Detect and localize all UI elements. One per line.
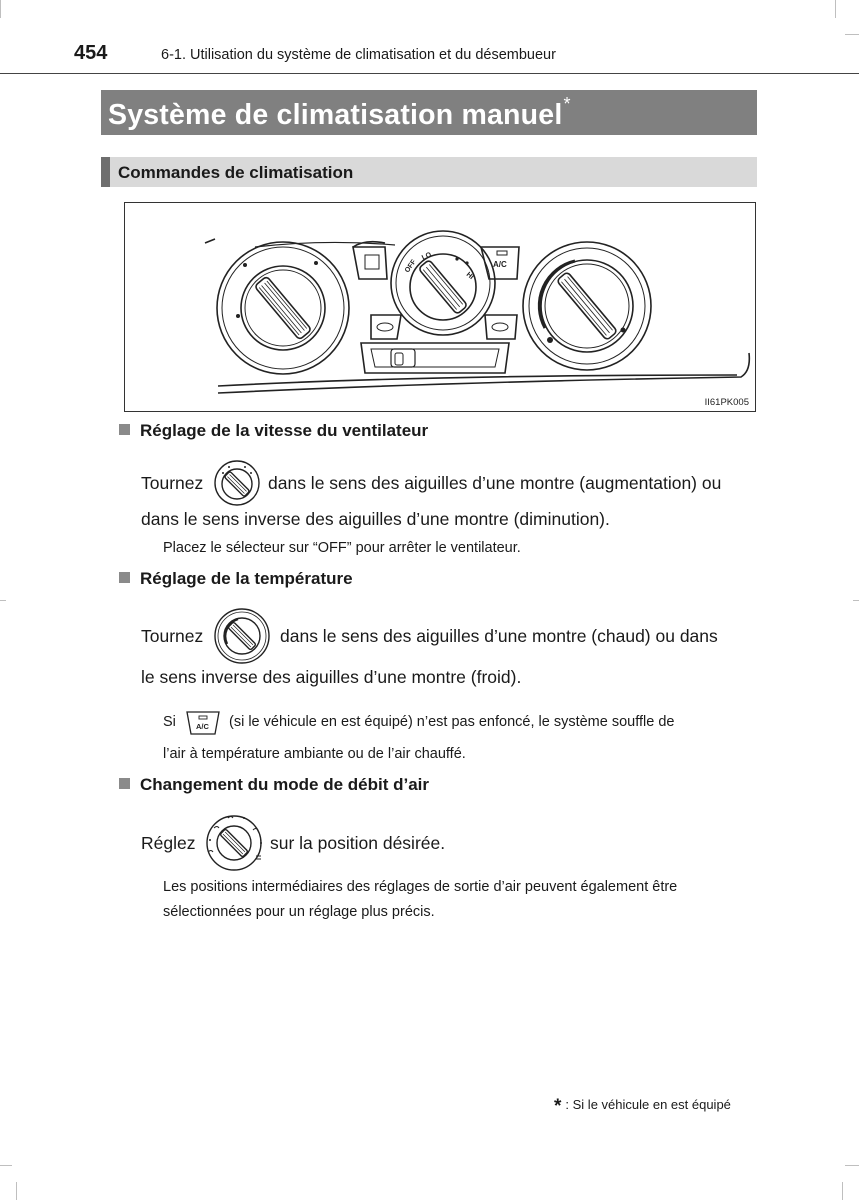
crop-mark [16, 1182, 17, 1200]
ac-button-label: A/C [493, 260, 507, 269]
fan-line-before: Tournez [141, 473, 204, 493]
title-footnote-marker: * [563, 94, 571, 114]
crop-mark [845, 1165, 859, 1166]
section-heading-text: Réglage de la température [140, 569, 353, 588]
airflow-note-line-1: Les positions intermédiaires des réglages de sortie d’air peuvent également être [163, 879, 678, 895]
control-panel-illustration [125, 203, 755, 411]
crop-mark [835, 0, 836, 18]
temp-note-line-2: l’air à température ambiante ou de l’air chauffé. [163, 746, 466, 762]
fan-hi-label: HI [464, 271, 475, 282]
fan-note: Placez le sélecteur sur “OFF” pour arrêter le ventilateur. [163, 540, 521, 556]
temperature-knob-icon [213, 607, 271, 665]
airflow-line-before: Réglez [141, 833, 196, 853]
subsection-title: Commandes de climatisation [118, 163, 354, 182]
fan-knob-icon [213, 459, 261, 507]
section-heading-text: Réglage de la vitesse du ventilateur [140, 421, 429, 440]
fan-off-label: OFF [403, 258, 418, 275]
airflow-mode-knob-icon [202, 812, 266, 872]
temp-line-after: dans le sens des aiguilles d’une montre (chaud) ou dans [280, 626, 718, 646]
airflow-line-after: sur la position désirée. [270, 833, 446, 853]
fan-line-after: dans le sens des aiguilles d’une montre (augmentation) ou [268, 473, 722, 493]
temp-note-after: (si le véhicule en est équipé) n’est pas enfoncé, le système souffle de [229, 714, 675, 730]
control-panel-figure [124, 202, 756, 412]
airflow-note-line-2: sélectionnées pour un réglage plus précis. [163, 904, 435, 920]
crop-mark [845, 34, 859, 35]
footnote-text: : Si le véhicule en est équipé [565, 1097, 731, 1112]
crop-mark [842, 1182, 843, 1200]
crop-mark [0, 600, 6, 601]
ac-button-icon [185, 710, 221, 736]
figure-code: II61PK005 [704, 397, 749, 408]
crop-mark [0, 1165, 12, 1166]
bullet-square [119, 572, 130, 583]
page-title-text: Système de climatisation manuel [108, 99, 563, 131]
bullet-square [119, 424, 130, 435]
header-rule [0, 73, 859, 74]
temp-line-2: le sens inverse des aiguilles d’une montre (froid). [141, 667, 522, 687]
fan-line-2: dans le sens inverse des aiguilles d’une montre (diminution). [141, 509, 610, 529]
running-head: 6-1. Utilisation du système de climatisation et du désembueur [161, 47, 556, 63]
section-heading-temperature [119, 569, 353, 589]
footnote [554, 1096, 731, 1118]
section-heading-airflow [119, 775, 429, 795]
page-number: 454 [74, 42, 108, 64]
page-title-bar [101, 90, 757, 135]
crop-mark [0, 0, 1, 18]
bullet-square [119, 778, 130, 789]
subsection-accent [101, 157, 110, 187]
temp-note-before: Si [163, 714, 176, 730]
subsection-bar [101, 157, 757, 187]
crop-mark [853, 600, 859, 601]
page-title [108, 94, 571, 132]
section-heading-fan-speed [119, 421, 428, 441]
page-header [0, 40, 859, 74]
fan-lo-label: LO [420, 251, 433, 262]
temp-line-before: Tournez [141, 626, 204, 646]
footnote-marker: * [554, 1096, 562, 1117]
ac-icon-label: A/C [196, 722, 209, 731]
section-heading-text: Changement du mode de débit d’air [140, 775, 430, 794]
